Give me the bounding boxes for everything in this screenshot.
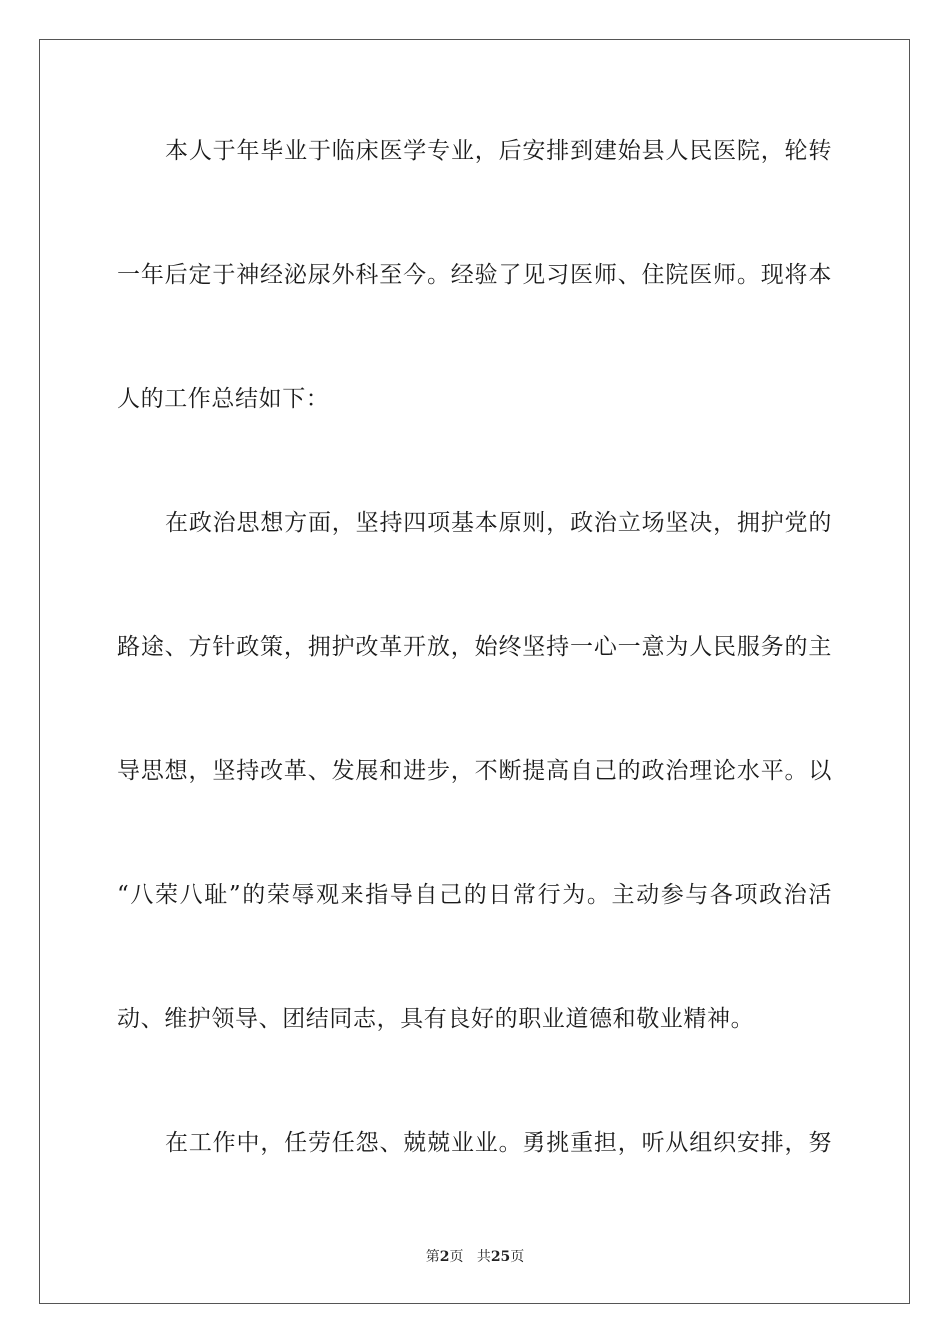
page-footer [0, 1247, 950, 1267]
paragraph-2-line-4: “八荣八耻”的荣辱观来指导自己的日常行为。主动参与各项政治活 [117, 882, 832, 908]
page-border [39, 39, 910, 1304]
total-pages: 25 [490, 1249, 511, 1265]
paragraph-2-line-5: 动、维护领导、团结同志，具有良好的职业道德和敬业精神。 [117, 1006, 755, 1032]
paragraph-3-line-1: 在工作中，任劳任怨、兢兢业业。勇挑重担，听从组织安排，努 [165, 1130, 832, 1156]
paragraph-1-line-1: 本人于年毕业于临床医学专业，后安排到建始县人民医院，轮转 [165, 138, 832, 164]
page-number: 2 [439, 1249, 450, 1265]
page-prefix: 第 [425, 1249, 440, 1265]
paragraph-2-line-2: 路途、方针政策，拥护改革开放，始终坚持一心一意为人民服务的主 [117, 634, 832, 660]
total-prefix: 共 [476, 1249, 491, 1265]
paragraph-1-line-3: 人的工作总结如下： [117, 386, 330, 412]
total-suffix: 页 [510, 1249, 525, 1265]
page-suffix: 页 [449, 1249, 464, 1265]
paragraph-1-line-2: 一年后定于神经泌尿外科至今。经验了见习医师、住院医师。现将本 [117, 262, 832, 288]
paragraph-2-line-3: 导思想，坚持改革、发展和进步，不断提高自己的政治理论水平。以 [117, 758, 832, 784]
paragraph-2-line-1: 在政治思想方面，坚持四项基本原则，政治立场坚决，拥护党的 [165, 510, 832, 536]
